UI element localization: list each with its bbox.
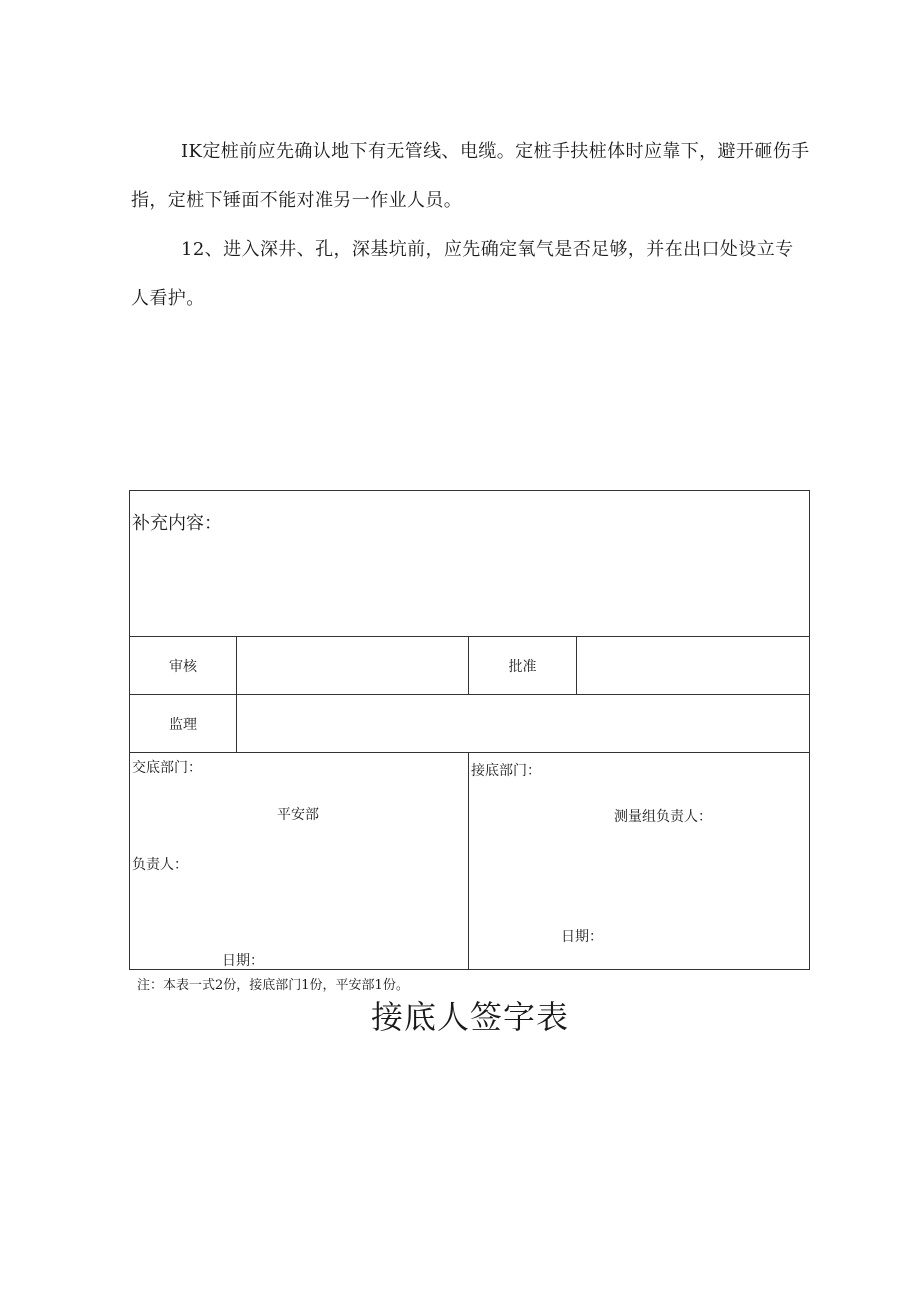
handover-dept-label: 交底部门： [132,760,202,776]
approve-value-cell [577,637,810,695]
handover-person-label: 负责人： [132,857,188,873]
supervisor-value-cell [237,695,810,753]
form-note: 注：本表一式2份，接底部门1份，平安部1份。 [137,978,409,993]
handover-dept-cell [130,753,469,970]
receiver-date-label: 日期： [561,929,603,945]
supervisor-label: 监理 [130,695,237,753]
supplement-content-label: 补充内容： [132,513,222,534]
approve-label: 批准 [469,637,577,695]
review-label: 审核 [130,637,237,695]
paragraph-pile-safety: IK定桩前应先确认地下有无管线、电缆。定桩手扶桩体时应靠下，避开砸伤手指，定桩下锤面不能对准另一作业人员。 [131,141,810,211]
receiver-dept-cell [469,753,810,970]
receiver-dept-label: 接底部门： [471,763,541,779]
document-title: 接底人签字表 [370,998,569,1036]
supplement-content-cell [130,491,810,637]
handover-date-label: 日期： [222,953,264,969]
handover-dept-value: 平安部 [277,807,319,823]
review-value-cell [237,637,469,695]
receiver-person-label: 测量组负责人： [614,809,712,825]
paragraph-deep-pit-safety: 12、进入深井、孔，深基坑前，应先确定氧气是否足够，并在出口处设立专人看护。 [131,239,794,309]
handover-form-table [129,490,810,970]
